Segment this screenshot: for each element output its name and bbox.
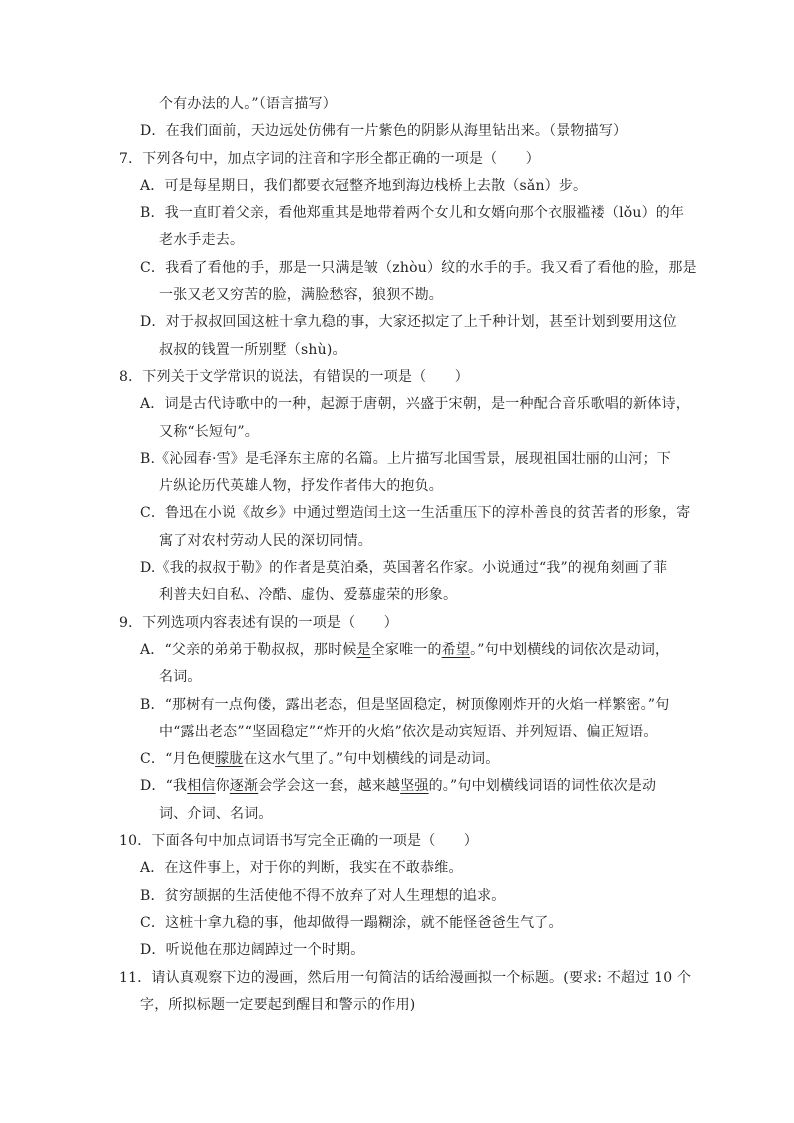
option-b: B．“那树有一点佝偻，露出老态，但是坚固稳定，树顶像刚炸开的火焰一样繁密。”句: [140, 697, 670, 713]
option-b: B．我一直盯着父亲，看他郑重其是地带着两个女儿和女婿向那个衣服褴褛（lǒu）的年: [140, 205, 685, 221]
option-b-cont: 老水手走去。: [159, 232, 245, 248]
option-d-cont: 词、介词、名词。: [159, 806, 273, 822]
underlined-word: 是: [356, 642, 371, 658]
text-line: D．在我们面前，天边远处仿佛有一片紫色的阴影从海里钻出来。（景物描写）: [140, 123, 628, 139]
question-7-stem: 7．下列各句中，加点字词的注音和字形全都正确的一项是（ ）: [119, 151, 540, 167]
option-c-cont: 寓了对农村劳动人民的深切同情。: [159, 533, 372, 549]
option-d: D．“我相信你逐渐会学会这一套，越来越坚强的。”句中划横线词语的词性依次是动: [140, 778, 657, 794]
underlined-word: 坚强: [400, 778, 429, 794]
option-a-cont: 名词。: [159, 669, 202, 685]
question-10-stem: 10．下面各句中加点词语书写完全正确的一项是（ ）: [119, 833, 479, 849]
option-a: A．“父亲的弟弟于勒叔叔，那时候是全家唯一的希望。”句中划横线的词依次是动词，: [140, 642, 670, 658]
option-d-cont: 利普夫妇自私、冷酷、虚伪、爱慕虚荣的形象。: [159, 587, 458, 603]
option-c: C．我看了看他的手，那是一只满是皱（zhòu）纹的水手的手。我又看了看他的脸，那是: [140, 260, 697, 276]
option-a-cont: 又称“长短句”。: [159, 424, 259, 440]
option-c: C．鲁迅在小说《故乡》中通过塑造闰土这一生活重压下的淳朴善良的贫苦者的形象，寄: [140, 505, 691, 521]
option-b-cont: 片纵论历代英雄人物，抒发作者伟大的抱负。: [159, 478, 443, 494]
underlined-word: 相信: [187, 778, 216, 794]
question-8-stem: 8．下列关于文学常识的说法，有错误的一项是（ ）: [119, 369, 469, 385]
option-a: A．在这件事上，对于你的判断，我实在不敢恭维。: [140, 860, 463, 876]
question-11-cont: 字，所拟标题一定要起到醒目和警示的作用): [140, 997, 416, 1013]
underlined-word: 朦胧: [215, 751, 244, 767]
option-d: D.《我的叔叔于勒》的作者是莫泊桑，英国著名作家。小说通过“我”的视角刻画了菲: [140, 560, 668, 576]
text-line: 个有办法的人。”（语言描写）: [159, 96, 337, 112]
option-c: C．这桩十拿九稳的事，他却做得一蹋糊涂，就不能怪爸爸生气了。: [140, 915, 563, 931]
option-b-cont: 中“露出老态”“坚固稳定”“炸开的火焰”依次是动宾短语、并列短语、偏正短语。: [159, 724, 658, 740]
question-9-stem: 9．下列选项内容表述有误的一项是（ ）: [119, 615, 398, 631]
option-d: D．对于叔叔回国这桩十拿九稳的事，大家还拟定了上千种计划，甚至计划到要用这位: [140, 314, 677, 330]
option-c: C．“月色便朦胧在这水气里了。”句中划横线的词是动词。: [140, 751, 500, 767]
option-d: D．听说他在那边阔踔过一个时期。: [140, 942, 365, 958]
option-a: A．可是每星期日，我们都要衣冠整齐地到海边栈桥上去散（sǎn）步。: [140, 178, 588, 194]
question-11-stem: 11．请认真观察下边的漫画，然后用一句简洁的话给漫画拟一个标题。(要求: 不超过 10 个: [119, 970, 692, 986]
underlined-word: 希望: [441, 642, 471, 658]
option-b: B．贫穷颉据的生活使他不得不放弃了对人生理想的追求。: [140, 888, 506, 904]
option-d-cont: 叔叔的钱置一所别墅（shù)。: [159, 342, 347, 358]
option-c-cont: 一张又老又穷苦的脸，满脸愁容，狼狈不勘。: [159, 287, 443, 303]
underlined-word: 逐渐: [229, 778, 259, 794]
option-b: B.《沁园春·雪》是毛泽东主席的名篇。上片描写北国雪景，展现祖国壮丽的山河；下: [140, 451, 671, 467]
option-a: A．词是古代诗歌中的一种，起源于唐朝，兴盛于宋朝，是一种配合音乐歌唱的新体诗，: [140, 396, 690, 412]
